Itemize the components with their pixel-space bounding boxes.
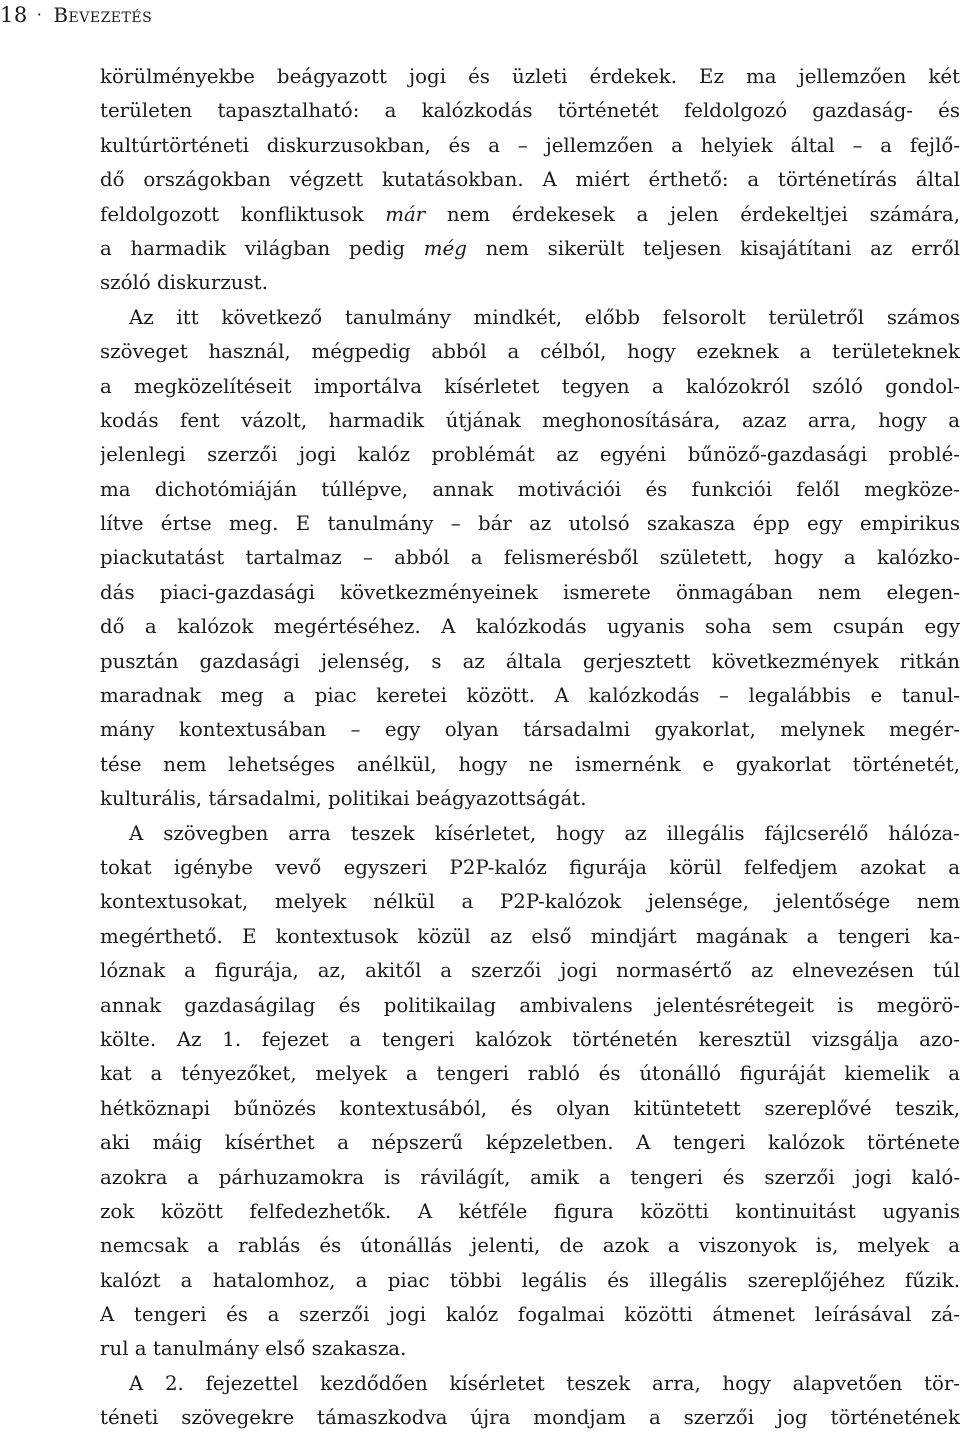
- line-text: tokat igénybe vevő egyszeri P2P-kalóz figurája körül felfedjem azokat a: [100, 855, 960, 879]
- text-line: [100, 713, 960, 747]
- line-text: jelenlegi szerzői jogi kalóz problémát az egyéni bűnöző-gazdasági problé-: [100, 443, 960, 467]
- line-text: lóznak a figurája, az, akitől a szerzői jogi normasértő az elnevezésen túl: [100, 959, 960, 983]
- text-line: [100, 1161, 960, 1195]
- line-text: területen tapasztalható: a kalózkodás történetét feldolgozó gazdaság- és: [100, 99, 960, 123]
- text-line: [100, 163, 960, 197]
- text-line: [100, 817, 960, 851]
- text-line: [100, 1092, 960, 1126]
- text-line: [100, 404, 960, 438]
- line-text: A 2. fejezettel kezdődően kísérletet teszek arra, hogy alapvetően tör-: [129, 1371, 960, 1395]
- text-line: [100, 232, 960, 266]
- line-text: megérthető. E kontextusok közül az első mindjárt magának a tengeri ka-: [100, 924, 960, 948]
- text-line: [100, 94, 960, 128]
- line-text: annak gazdaságilag és politikailag ambivalens jelentésrétegeit is megörö-: [100, 993, 960, 1017]
- text-line: [100, 610, 960, 644]
- text-line: [100, 748, 960, 782]
- text-line: [100, 1332, 960, 1366]
- line-text: hétköznapi bűnözés kontextusából, és olyan kitüntetett szereplővé teszik,: [100, 1096, 960, 1120]
- text-line: [100, 129, 960, 163]
- text-line: [100, 1057, 960, 1091]
- text-line: [100, 1264, 960, 1298]
- page-number: 18: [0, 3, 28, 27]
- line-text: maradnak meg a piac keretei között. A kalózkodás – legalábbis e tanul-: [100, 684, 960, 708]
- section-title: Bevezetés: [53, 3, 153, 27]
- line-text: zok között felfedezhetők. A kétféle figura közötti kontinuitást ugyanis: [100, 1199, 960, 1223]
- line-text: rul a tanulmány első szakasza.: [100, 1337, 407, 1361]
- text-line: [100, 541, 960, 575]
- text-line: [100, 1298, 960, 1332]
- line-text: a harmadik világban pedig: [100, 236, 424, 260]
- text-line: [100, 266, 960, 300]
- line-text: költe. Az 1. fejezet a tengeri kalózok történetén keresztül vizsgálja azo-: [100, 1027, 960, 1051]
- text-line: [100, 60, 960, 94]
- text-line: [100, 851, 960, 885]
- line-text: Az itt következő tanulmány mindkét, előbb felsorolt területről számos: [129, 305, 960, 329]
- line-text: szóló diskurzust.: [100, 271, 268, 295]
- text-line: [100, 954, 960, 988]
- text-line: [100, 1401, 960, 1435]
- text-line: [100, 438, 960, 472]
- text-line: [100, 198, 960, 232]
- line-text: kultúrtörténeti diskurzusokban, és a – jellemzően a helyiek által – a fejlő-: [100, 133, 960, 157]
- body-text: [100, 60, 960, 1436]
- line-text: A szövegben arra teszek kísérletet, hogy az illegális fájlcserélő hálóza-: [129, 821, 960, 845]
- text-line: [100, 1023, 960, 1057]
- text-line: [100, 576, 960, 610]
- line-text: tése nem lehetséges anélkül, hogy ne ismernénk e gyakorlat történetét,: [100, 752, 960, 776]
- line-text: mány kontextusában – egy olyan társadalmi gyakorlat, melynek megér-: [100, 718, 960, 742]
- text-line: [100, 370, 960, 404]
- text-line: [100, 335, 960, 369]
- paragraph: [100, 817, 960, 1367]
- text-line: [100, 645, 960, 679]
- line-text: dő országokban végzett kutatásokban. A miért érthető: a történetírás által: [100, 168, 960, 192]
- paragraph: [100, 60, 960, 301]
- line-text: aki máig kísérthet a népszerű képzeletben. A tengeri kalózok története: [100, 1131, 960, 1155]
- line-text: nemcsak a rablás és útonállás jelenti, de azok a viszonyok is, melyek a: [100, 1234, 960, 1258]
- line-text: kodás fent vázolt, harmadik útjának meghonosítására, azaz arra, hogy a: [100, 408, 960, 432]
- line-text: azokra a párhuzamokra is rávilágít, amik a tengeri és szerzői jogi kaló-: [100, 1165, 960, 1189]
- text-line: [100, 885, 960, 919]
- line-text: piackutatást tartalmaz – abból a felismerésből született, hogy a kalózko-: [100, 546, 960, 570]
- text-line: [100, 473, 960, 507]
- line-text: nem sikerült teljesen kisajátítani az erről: [466, 236, 960, 260]
- text-line: [100, 301, 960, 335]
- running-header: [0, 0, 152, 30]
- text-line: [100, 989, 960, 1023]
- line-text: kat a tényezőket, melyek a tengeri rabló és útonálló figuráját kiemelik a: [100, 1062, 960, 1086]
- text-line: [100, 1367, 960, 1401]
- line-text: A tengeri és a szerzői jogi kalóz fogalmai közötti átmenet leírásával zá-: [100, 1303, 960, 1327]
- text-line: [100, 782, 960, 816]
- line-text: kulturális, társadalmi, politikai beágyazottságát.: [100, 787, 587, 811]
- line-text: a megközelítéseit importálva kísérletet tegyen a kalózokról szóló gondol-: [100, 374, 960, 398]
- paragraph: [100, 301, 960, 817]
- text-line: [100, 1229, 960, 1263]
- text-line: [100, 1126, 960, 1160]
- header-separator: ·: [36, 5, 43, 24]
- text-line: [100, 507, 960, 541]
- text-line: [100, 1195, 960, 1229]
- line-text: ma dichotómiáján túllépve, annak motivációi és funkciói felől megköze-: [100, 477, 960, 501]
- line-text: nem érdekesek a jelen érdekeltjei számára,: [425, 202, 960, 226]
- text-line: [100, 679, 960, 713]
- line-text: dő a kalózok megértéséhez. A kalózkodás ugyanis soha sem csupán egy: [100, 615, 960, 639]
- emphasis-text: még: [423, 236, 467, 260]
- text-line: [100, 920, 960, 954]
- line-text: feldolgozott konfliktusok: [100, 202, 386, 226]
- line-text: kalózt a hatalomhoz, a piac többi legális és illegális szereplőjéhez fűzik.: [100, 1268, 960, 1292]
- line-text: lítve értse meg. E tanulmány – bár az utolsó szakasza épp egy empirikus: [100, 512, 960, 536]
- line-text: szöveget használ, mégpedig abból a célból, hogy ezeknek a területeknek: [100, 340, 960, 364]
- paragraph: [100, 1367, 960, 1436]
- line-text: téneti szövegekre támaszkodva újra mondjam a szerzői jog történetének: [100, 1406, 960, 1430]
- line-text: kontextusokat, melyek nélkül a P2P-kalózok jelensége, jelentősége nem: [100, 890, 960, 914]
- line-text: dás piaci-gazdasági következményeinek ismerete önmagában nem elegen-: [100, 580, 960, 604]
- emphasis-text: már: [385, 202, 426, 226]
- line-text: körülményekbe beágyazott jogi és üzleti érdekek. Ez ma jellemzően két: [100, 65, 960, 88]
- line-text: pusztán gazdasági jelenség, s az általa gerjesztett következmények ritkán: [100, 649, 960, 673]
